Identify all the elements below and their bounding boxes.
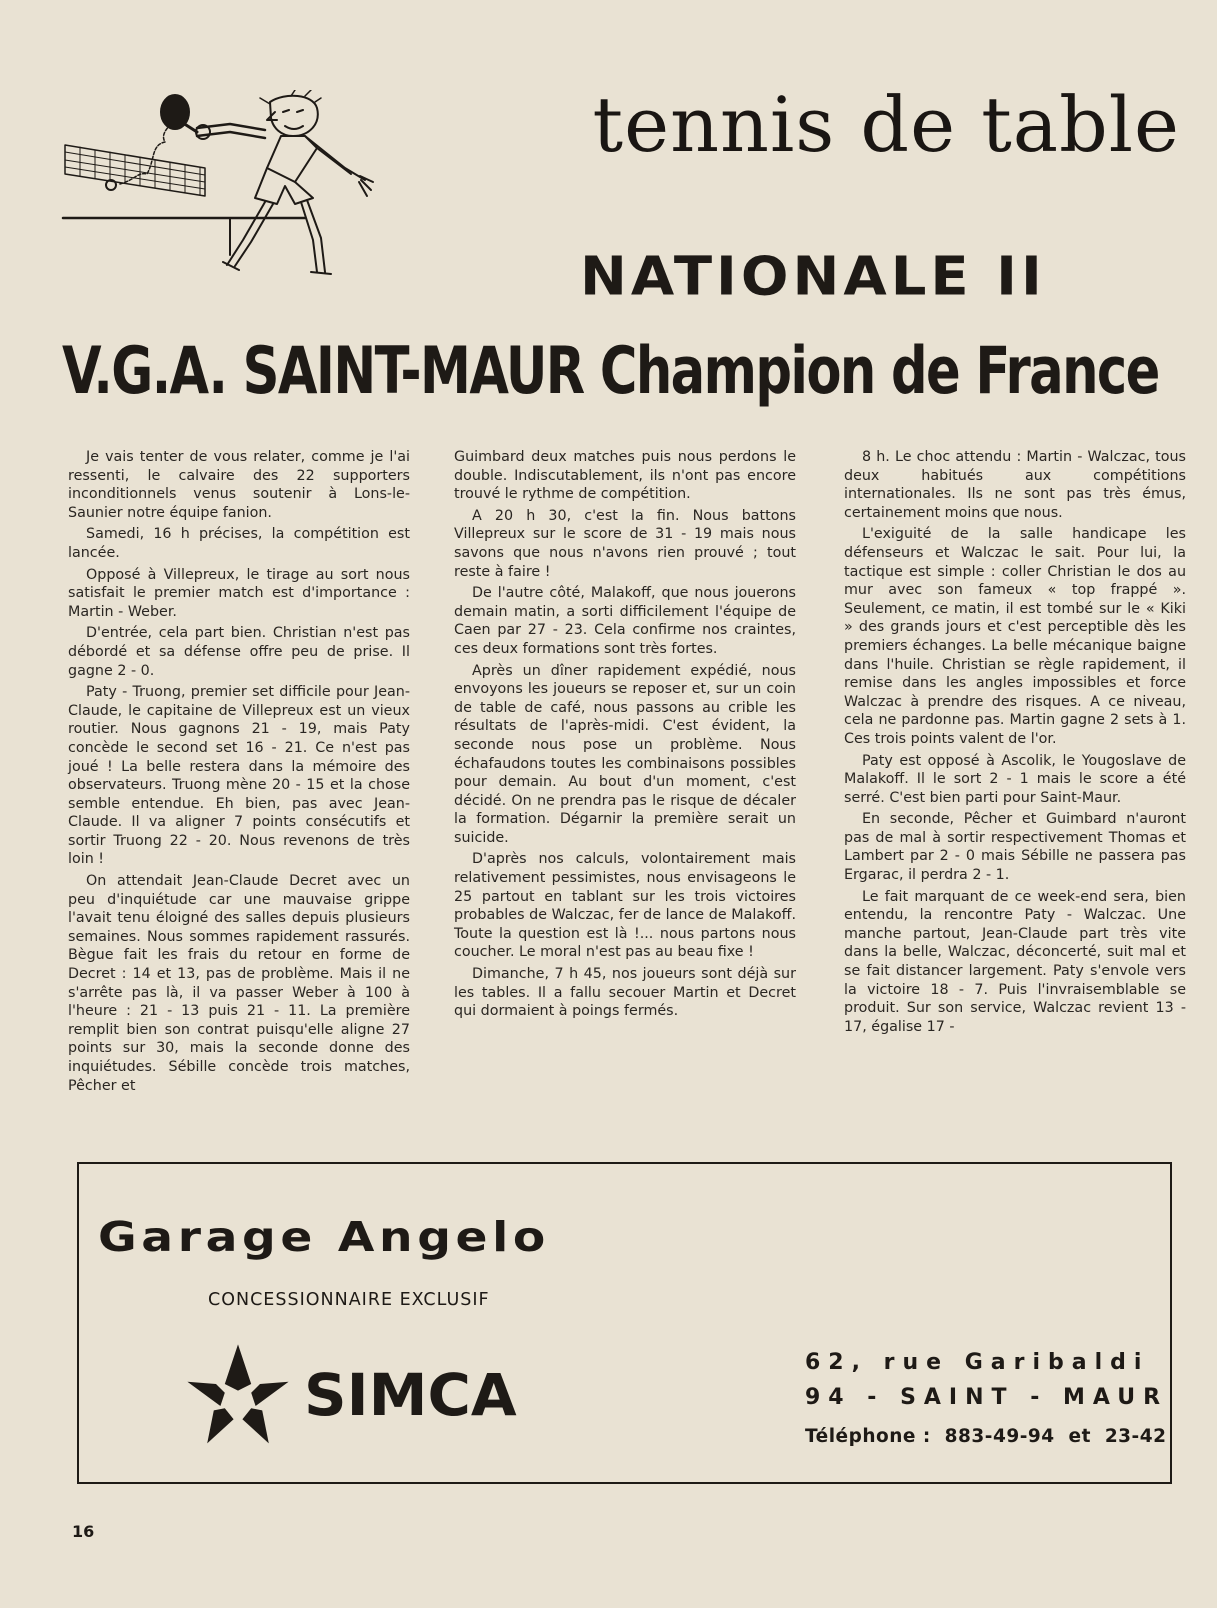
paragraph: Après un dîner rapidement expédié, nous envoyons les joueurs se reposer et, sur un coin de table de café, nous passons au crible les résultats de l'après-midi. C'est évident, la seconde nous pose un problème. Nous échafaudons toutes les combinaisons possibles pour demain. Au bout d'un moment, c'est décidé. On ne prendra pas le risque de décaler la formation. Dégarnir la première serait un suicide. (454, 662, 796, 846)
table-tennis-player-illustration (55, 90, 415, 290)
paragraph: D'après nos calculs, volontairement mais relativement pessimistes, nous envisageons le 25 partout en tablant sur les trois victoires probables de Walczac, fer de lance de Malakoff. Toute la question est là !... nous partons nous coucher. Le moral n'est pas au beau fixe ! (454, 851, 796, 961)
ad-business-name: Garage Angelo (98, 1213, 550, 1261)
ad-phone-label: Téléphone : (805, 1426, 931, 1447)
paragraph: On attendait Jean-Claude Decret avec un peu d'inquiétude car une mauvaise grippe l'avait tenu éloigné des salles depuis plusieurs semaines. Nous sommes rapidement rassurés. Bègue fait les frais du retour en forme de Decret : 14 et 13, pas de problème. Mais il ne s'arrête pas là, il va passer Weber à 100 à l'heure : 21 - 13 puis 21 - 11. La première remplit bien son contrat puisqu'elle aligne 27 points sur 30, mais la seconde donne des inquiétudes. Sébille concède trois matches, Pêcher et (68, 873, 410, 1094)
ad-phone-line (805, 1424, 1166, 1450)
ad-brand: SIMCA (304, 1361, 517, 1429)
article-column-1 (68, 448, 410, 1098)
paragraph: Opposé à Villepreux, le tirage au sort nous satisfait le premier match est d'importance : Martin - Weber. (68, 566, 410, 620)
ad-phone-number-2: 23-42 (1104, 1426, 1167, 1447)
paragraph: Le fait marquant de ce week-end sera, bien entendu, la rencontre Paty - Walczac. Une manche partout, Jean-Claude part très vite dans la belle, Walczac, déconcerté, suit mal et se fait distancer largement. Paty s'envole vers la victoire 18 - 7. Puis l'invraisemblable se produit. Sur son service, Walczac revient 13 - 17, égalise 17 - (844, 888, 1186, 1035)
ad-street-address: 62, rue Garibaldi (805, 1350, 1150, 1375)
section-title: tennis de table (592, 80, 1180, 169)
article-column-2 (454, 448, 796, 1024)
paragraph: L'exiguité de la salle handicape les défenseurs et Walczac le sait. Pour lui, la tactique est simple : coller Christian le dos au mur avec son fameux « top frappé ». Seulement, ce matin, il est tombé sur le « Kiki » des grands jours et c'est perceptible dès les premiers échanges. La belle mécanique baigne dans l'huile. Christian se règle rapidement, il remise dans les angles impossibles et force Walczac à prendre des risques. A ce niveau, cela ne pardonne pas. Martin gagne 2 sets à 1. Ces trois points valent de l'or. (844, 526, 1186, 747)
ad-phone-joiner: et (1068, 1426, 1091, 1447)
paragraph: A 20 h 30, c'est la fin. Nous battons Villepreux sur le score de 31 - 19 mais nous savons que nous n'avons rien prouvé ; tout reste à faire ! (454, 507, 796, 580)
page-number: 16 (72, 1522, 95, 1541)
paragraph: Samedi, 16 h précises, la compétition est lancée. (68, 526, 410, 561)
paragraph: Guimbard deux matches puis nous perdons le double. Indiscutablement, ils n'ont pas encore trouvé le rythme de compétition. (454, 449, 796, 503)
ad-phone-number-1: 883-49-94 (944, 1426, 1055, 1447)
simca-pentastar-icon (183, 1340, 293, 1450)
article-headline: V.G.A. SAINT-MAUR Champion de France (62, 334, 1159, 409)
paragraph: De l'autre côté, Malakoff, que nous jouerons demain matin, a sorti difficilement l'équipe de Caen par 27 - 23. Cela confirme nos craintes, ces deux formations sont très fortes. (454, 585, 796, 657)
paragraph: 8 h. Le choc attendu : Martin - Walczac, tous deux habitués aux compétitions internationales. Ils ne sont pas très émus, certainement moins que nous. (844, 449, 1186, 521)
paragraph: Je vais tenter de vous relater, comme je l'ai ressenti, le calvaire des 22 supporters inconditionnels venus soutenir à Lons-le-Saunier notre équipe fanion. (68, 449, 410, 521)
ad-city: 94 - SAINT - MAUR (805, 1385, 1169, 1410)
division-heading: NATIONALE II (580, 245, 1046, 308)
paragraph: Dimanche, 7 h 45, nos joueurs sont déjà sur les tables. Il a fallu secouer Martin et Decret qui dormaient à poings fermés. (454, 966, 796, 1020)
ad-tagline: CONCESSIONNAIRE EXCLUSIF (208, 1290, 490, 1310)
article-column-3 (844, 448, 1186, 1039)
paragraph: Paty - Truong, premier set difficile pour Jean-Claude, le capitaine de Villepreux est un vieux routier. Nous gagnons 21 - 19, mais Paty concède le second set 16 - 21. Ce n'est pas joué ! La belle restera dans la mémoire des observateurs. Truong mène 20 - 15 et la chose semble entendue. Eh bien, pas avec Jean-Claude. Il va aligner 7 points consécutifs et sortir Truong 22 - 20. Nous revenons de très loin ! (68, 684, 410, 868)
paragraph: Paty est opposé à Ascolik, le Yougoslave de Malakoff. Il le sort 2 - 1 mais le score a été serré. C'est bien parti pour Saint-Maur. (844, 752, 1186, 806)
paragraph: En seconde, Pêcher et Guimbard n'auront pas de mal à sortir respectivement Thomas et Lambert par 2 - 0 mais Sébille ne passera pas Ergarac, il perdra 2 - 1. (844, 811, 1186, 884)
paragraph: D'entrée, cela part bien. Christian n'est pas débordé et sa défense offre peu de prise. Il gagne 2 - 0. (68, 625, 410, 679)
